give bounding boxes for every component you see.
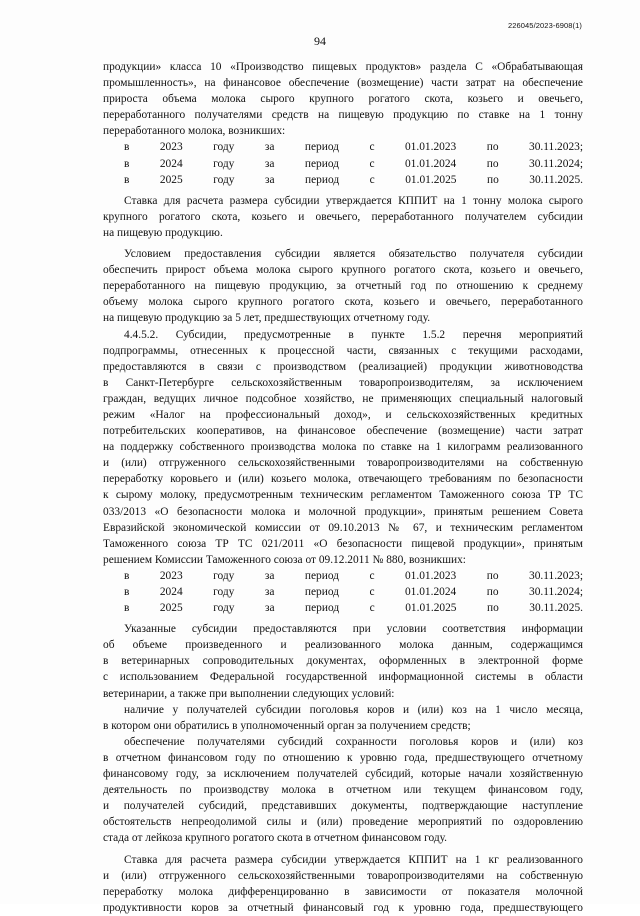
- list-item: в 2025 году за период с 01.01.2025 по 30.11.2025.: [124, 602, 583, 615]
- paragraph-line: на пищевую продукцию за 5 лет, предшествующих отчетному году.: [103, 312, 431, 325]
- paragraph-line: ветеринарии, а также при выполнении следующих условий:: [103, 687, 395, 700]
- list-item: в 2023 году за период с 01.01.2023 по 30.11.2023;: [124, 569, 583, 582]
- paragraph-line: продуктивности коров за отчетный финансовый год к уровню года, предшествующего: [103, 901, 583, 914]
- paragraph-line: прироста объема молока сырого крупного рогатого скота, козьего и овечьего,: [103, 93, 583, 106]
- paragraph-line: Ставка для расчета размера субсидии утверждается КППИТ на 1 тонну молока сырого: [124, 194, 583, 207]
- list-item: в 2024 году за период с 01.01.2024 по 30.11.2024;: [124, 586, 583, 598]
- page-number: 94: [314, 34, 326, 48]
- paragraph-line: решением Комиссии Таможенного союза от 09.12.2011 № 880, возникших:: [103, 553, 466, 566]
- paragraph-line: в отчетном финансовом году по отношению к уровню года, предшествующего отчетному: [103, 751, 583, 764]
- paragraph-line: в ветеринарных сопроводительных документах, оформленных в электронной форме: [103, 655, 583, 668]
- paragraph-line: продукции» класса 10 «Производство пищевых продуктов» раздела С «Обрабатывающая: [103, 61, 583, 73]
- paragraph-line: к сырому молоку, предусмотренным техническим регламентом Таможенного союза ТР ТС: [103, 489, 583, 502]
- paragraph-line: и (или) отгруженного сельскохозяйственными товаропроизводителями на собственную: [103, 457, 583, 470]
- paragraph-line: переработанного на пищевую продукцию, за отчетный год по отношению к среднему: [103, 280, 583, 293]
- paragraph-line: потребительских кооперативов, на финансовое обеспечение (возмещение) части затрат: [103, 425, 583, 438]
- paragraph-line: подпрограммы, отнесенных к процессной части, связанных с текущими расходами,: [103, 344, 583, 357]
- paragraph-line: Таможенного союза ТР ТС 021/2011 «О безопасности пищевой продукции», принятым: [103, 537, 583, 550]
- paragraph-line: переработанного получателями средств на пищевую продукцию по ставке на 1 тонну: [103, 109, 583, 122]
- paragraph-line: Евразийской экономической комиссии от 09.10.2013 № 67, и техническим регламентом: [103, 521, 583, 534]
- paragraph-line: переработку коровьего и (или) козьего молока, отвечающего требованиям по безопасности: [103, 473, 583, 486]
- paragraph-line: Указанные субсидии предоставляются при условии соответствия информации: [124, 623, 583, 636]
- paragraph-line: объему молока сырого крупного рогатого скота, козьего и овечьего, переработанного: [103, 296, 583, 309]
- paragraph-line: и получателей субсидий, представивших документы, подтверждающие наступление: [103, 800, 583, 813]
- paragraph-line: Условием предоставления субсидии является обязательство получателя субсидии: [124, 248, 583, 261]
- paragraph-line: на пищевую продукцию.: [103, 226, 223, 239]
- paragraph-line: промышленность», на финансовое обеспечение (возмещение) части затрат на обеспечение: [103, 77, 583, 90]
- paragraph-line: в котором они обратились в уполномоченный орган за получением средств;: [103, 719, 471, 732]
- list-item: в 2025 году за период с 01.01.2025 по 30.11.2025.: [124, 173, 583, 186]
- paragraph-line: 4.4.5.2. Субсидии, предусмотренные в пункте 1.5.2 перечня мероприятий: [124, 328, 583, 341]
- paragraph-line: крупного рогатого скота, козьего и овечьего, переработанного получателем субсидии: [103, 210, 583, 223]
- paragraph-line: об объеме произведенного и реализованного молока данным, содержащимся: [103, 639, 583, 652]
- paragraph-line: обеспечить прирост объема молока сырого крупного рогатого скота, козьего и овечьего,: [103, 264, 583, 277]
- paragraph-line: и (или) отгруженного сельскохозяйственными товаропроизводителями на собственную: [103, 869, 583, 882]
- paragraph-line: предоставляются в связи с производством (реализацией) продукции животноводства: [103, 360, 583, 373]
- paragraph-line: переработанного молока, возникших:: [103, 125, 286, 138]
- list-item: в 2024 году за период с 01.01.2024 по 30.11.2024;: [124, 157, 583, 170]
- document-id: 226045/2023-6908(1): [507, 21, 582, 30]
- paragraph-line: 033/2013 «О безопасности молока и молочной продукции», принятым решением Совета: [103, 505, 583, 518]
- paragraph-line: обеспечение получателями субсидий сохранности поголовья коров и (или) коз: [124, 735, 583, 748]
- paragraph-line: режим «Налог на профессиональный доход», и сельскохозяйственных кредитных: [103, 408, 583, 421]
- paragraph-line: финансовому году, за исключением получателей субсидий, которые начали хозяйственную: [103, 768, 583, 781]
- paragraph-line: наличие у получателей субсидии поголовья коров и (или) коз на 1 число месяца,: [124, 703, 583, 716]
- paragraph-line: переработку молока дифференцированно в зависимости от показателя молочной: [103, 885, 583, 898]
- paragraph-line: обстоятельств непреодолимой силы и (или) проведение мероприятий по оздоровлению: [103, 816, 583, 829]
- paragraph-line: с использованием Федеральной государственной информационной системы в области: [103, 671, 583, 684]
- paragraph-line: Ставка для расчета размера субсидии утверждается КППИТ на 1 кг реализованного: [124, 853, 583, 866]
- paragraph-line: деятельность по производству молока в отчетном или текущем финансовом году,: [103, 784, 583, 797]
- paragraph-line: граждан, ведущих личное подсобное хозяйство, не применяющих специальный налоговый: [103, 392, 583, 405]
- paragraph-line: на поддержку собственного производства молока по ставке на 1 килограмм реализованного: [103, 441, 583, 454]
- paragraph-line: стада от лейкоза крупного рогатого скота в отчетном финансовом году.: [103, 832, 448, 845]
- list-item: в 2023 году за период с 01.01.2023 по 30.11.2023;: [124, 141, 583, 154]
- document-body: [103, 59, 583, 916]
- paragraph-line: в Санкт-Петербурге сельскохозяйственным товаропроизводителям, за исключением: [103, 376, 583, 389]
